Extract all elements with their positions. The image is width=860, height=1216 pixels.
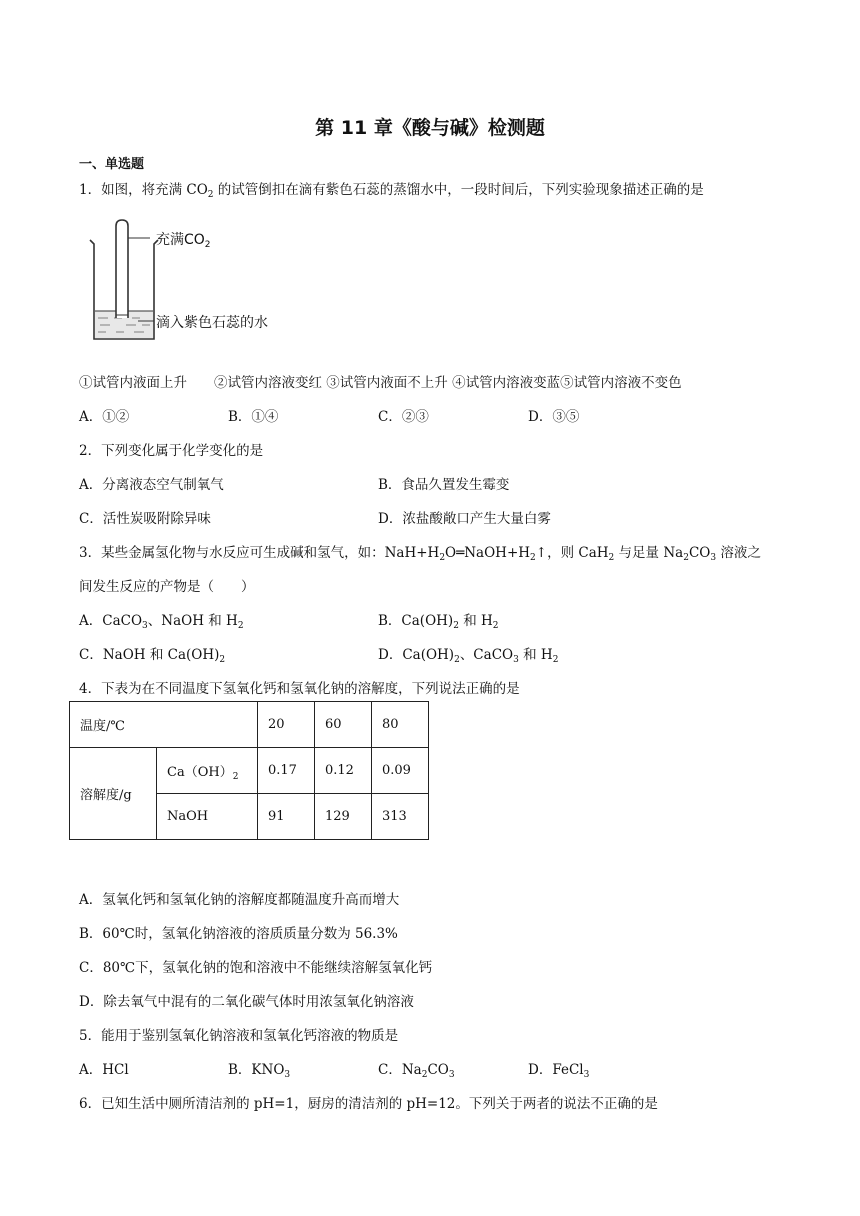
q1-option-b: B．①④ <box>228 409 279 425</box>
table-cell-temp-label: 温度/℃ <box>70 702 258 748</box>
q5-stem: 5．能用于鉴别氢氧化钠溶液和氢氧化钙溶液的物质是 <box>79 1028 399 1044</box>
table-cell: 91 <box>258 794 315 840</box>
q2-option-a: A．分离液态空气制氧气 <box>79 477 224 493</box>
q4-stem: 4．下表为在不同温度下氢氧化钙和氢氧化钠的溶解度，下列说法正确的是 <box>79 681 520 697</box>
table-cell: 0.12 <box>315 748 372 794</box>
q1-stem: 1．如图，将充满 $CO_2$ 的试管倒扣在滴有紫色石蕊的蒸馏水中，一段时间后，下列实验现象描述正确的是 <box>79 182 704 200</box>
q5-option-a: A．HCl <box>79 1062 129 1078</box>
table-row <box>70 702 429 748</box>
q3-option-c: C．NaOH 和 $Ca(OH)_2$ <box>79 647 226 665</box>
q6-stem: 6．已知生活中厕所清洁剂的 pH=1，厨房的清洁剂的 pH=12。下列关于两者的说法不正确的是 <box>79 1096 658 1112</box>
table-cell: 313 <box>372 794 429 840</box>
table-cell: 0.09 <box>372 748 429 794</box>
q1-option-d: D．③⑤ <box>528 409 580 425</box>
q2-option-d: D．浓盐酸敞口产生大量白雾 <box>378 511 551 527</box>
q1-option-a: A．①② <box>79 409 130 425</box>
q3-option-d: D．$Ca(OH)_2$、CaCO$_3$ 和 $H_2$ <box>378 647 559 665</box>
q5-option-c: C．$Na_2CO_3$ <box>378 1062 455 1080</box>
q3-stem-line2: 间发生反应的产物是（ ） <box>79 579 255 595</box>
q2-option-b: B．食品久置发生霉变 <box>378 477 510 493</box>
fig-label-water: 滴入紫色石蕊的水 <box>156 315 268 331</box>
q2-stem: 2．下列变化属于化学变化的是 <box>79 443 264 459</box>
q3-option-a: A．CaCO$_3$、NaOH 和 $H_2$ <box>79 613 244 631</box>
fig-label-co2: 充满$CO_2$ <box>156 232 211 250</box>
table-cell: 80 <box>372 702 429 748</box>
q2-option-c: C．活性炭吸附除异味 <box>79 511 211 527</box>
q4-option-c: C．80℃下，氢氧化钠的饱和溶液中不能继续溶解氢氧化钙 <box>79 960 433 976</box>
q4-option-b: B．60℃时，氢氧化钠溶液的溶质质量分数为 56.3% <box>79 926 398 942</box>
q5-option-d: D．FeCl$_3$ <box>528 1062 590 1080</box>
table-cell: 20 <box>258 702 315 748</box>
q1-phenomena: ①试管内液面上升 ②试管内溶液变红 ③试管内液面不上升 ④试管内溶液变蓝⑤试管内溶液不变色 <box>79 375 682 391</box>
q4-option-d: D．除去氧气中混有的二氧化碳气体时用浓氢氧化钠溶液 <box>79 994 414 1010</box>
section-heading: 一、单选题 <box>79 157 145 172</box>
table-cell-naoh: NaOH <box>157 794 258 840</box>
table-cell-caoh2: $Ca(OH)_2$ <box>157 748 258 794</box>
q4-option-a: A．氢氧化钙和氢氧化钠的溶解度都随温度升高而增大 <box>79 892 400 908</box>
solubility-table <box>69 701 429 840</box>
q5-option-b: B．$KNO_3$ <box>228 1062 291 1080</box>
q1-option-c: C．②③ <box>378 409 429 425</box>
table-cell: 0.17 <box>258 748 315 794</box>
q3-option-b: B．$Ca(OH)_2$ 和 $H_2$ <box>378 613 499 631</box>
table-row <box>70 748 429 794</box>
page-title: 第 11 章《酸与碱》检测题 <box>315 117 545 139</box>
q3-stem-line1: 3．某些金属氢化物与水反应可生成碱和氢气，如：$NaH+H_2O═NaOH+H_2↑$，则 CaH$_2$ 与足量 $Na_2CO_3$ 溶液之 <box>79 545 761 563</box>
table-cell-solubility-label: 溶解度/g <box>70 748 157 840</box>
table-cell: 129 <box>315 794 372 840</box>
table-cell: 60 <box>315 702 372 748</box>
